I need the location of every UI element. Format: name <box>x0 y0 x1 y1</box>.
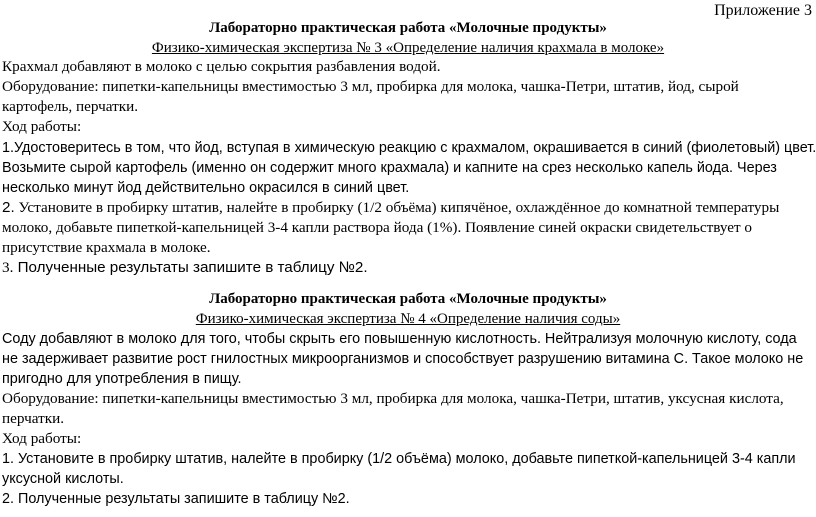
section1-step1-line1: 1.Удостоверитесь в том, что йод, вступая в химическую реакцию с крахмалом, окрашивается в синий (фиолетовый) цвет. <box>2 140 816 156</box>
section2-intro-line3: пригодно для употребления в пищу. <box>2 371 242 387</box>
section2-title: Лабораторно практическая работа «Молочные продукты» <box>209 291 607 307</box>
section2-step1-line2: уксусной кислоты. <box>2 471 124 487</box>
section1-equipment-line1: Оборудование: пипетки-капельницы вместимостью 3 мл, пробирка для молока, чашка-Петри, штатив, йод, сырой <box>2 78 739 95</box>
appendix-label: Приложение 3 <box>714 2 812 19</box>
section1-title: Лабораторно практическая работа «Молочные продукты» <box>209 20 607 36</box>
section2-intro-line2: не задерживает развитие рост гнилостных микроорганизмов и способствует разрушению витамина С. Такое молоко не <box>2 351 804 367</box>
section2-procedure-heading: Ход работы: <box>2 430 82 447</box>
section1-step2-line3: присутствие крахмала в молоке. <box>2 239 211 256</box>
section2-step2: 2. Полученные результаты запишите в таблицу №2. <box>2 491 350 507</box>
section1-equipment-line2: картофель, перчатки. <box>2 98 139 115</box>
section2-intro-line1: Соду добавляют в молоко для того, чтобы скрыть его повышенную кислотность. Нейтрализуя молочную кислоту, сода <box>2 331 797 347</box>
section1-step2-line2: молоко, добавьте пипеткой-капельницей 3-4 капли раствора йода (1%). Появление синей окраски свидетельствует о <box>2 219 753 236</box>
section1-intro: Крахмал добавляют в молоко с целью сокрытия разбавления водой. <box>2 58 441 75</box>
section1-step1-line2: Возьмите сырой картофель (именно он содержит много крахмала) и капните на срез несколько капель йода. Через <box>2 160 777 176</box>
section1-step1-line3: несколько минут йод действительно окрасился в синий цвет. <box>2 180 410 196</box>
section1-step3-number: 3. <box>2 259 14 276</box>
section1-step2-text: Установите в пробирку штатив, налейте в пробирку (1/2 объёма) кипячёное, охлаждённое до комнатной температуры <box>14 199 780 216</box>
section2-equipment-line1: Оборудование: пипетки-капельницы вместимостью 3 мл, пробирка для молока, чашка-Петри, штатив, уксусная кислота, <box>2 390 784 407</box>
section1-step3 <box>2 258 368 278</box>
section1-step2-number: 2. <box>2 199 15 216</box>
section2-equipment-line2: перчатки. <box>2 410 65 427</box>
section1-step2-line1 <box>2 198 779 218</box>
section2-subtitle: Физико-химическая экспертиза № 4 «Определение наличия соды» <box>195 311 621 327</box>
section1-subtitle: Физико-химическая экспертиза № 3 «Определение наличия крахмала в молоке» <box>151 40 665 56</box>
section2-step1-line1: 1. Установите в пробирку штатив, налейте в пробирку (1/2 объёма) молоко, добавьте пипеткой-капельницей 3-4 капли <box>2 451 796 467</box>
section1-step3-text: Полученные результаты запишите в таблицу №2. <box>13 259 368 276</box>
section1-procedure-heading: Ход работы: <box>2 118 82 135</box>
